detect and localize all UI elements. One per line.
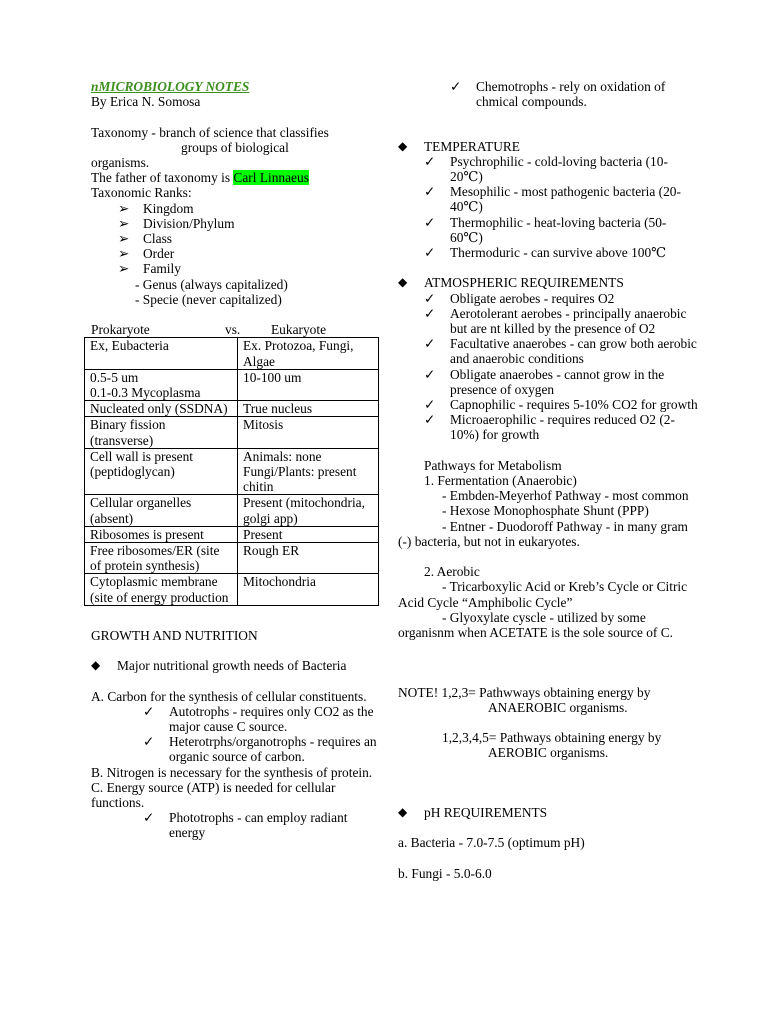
list-item: ✓ Facultative anaerobes - can grow both aerobic and anaerobic conditions: [424, 336, 697, 367]
prokaryote-cell: Nucleated only (SSDNA): [85, 401, 238, 417]
checkmark-icon: ✓: [424, 290, 436, 306]
diamond-icon: ◆: [398, 138, 408, 153]
list-item: ✓ Autotrophs - requires only CO2 as the major cause C source.: [143, 703, 374, 735]
checkmark-icon: ✓: [424, 397, 436, 413]
arrow-bullet-icon: ➢: [118, 246, 130, 262]
list-item: ✓ Chemotrophs - rely on oxidation of chmical compounds.: [450, 79, 666, 110]
table-row: [85, 338, 379, 369]
eukaryote-cell: Mitochondria: [238, 574, 379, 605]
carbon-list: [91, 704, 381, 765]
fermentation-line: 1. Fermentation (Anaerobic): [424, 473, 577, 489]
arrow-bullet-icon: ➢: [118, 215, 130, 231]
genus-note: - Genus (always capitalized): [135, 276, 288, 292]
ph-bacteria: a. Bacteria - 7.0-7.5 (optimum pH): [398, 835, 585, 851]
checkmark-icon: ✓: [143, 810, 155, 826]
list-item: ➢ Division/Phylum: [118, 215, 235, 231]
list-item: ✓ Microaerophilic - requires reduced O2 (2-10%) for growth: [424, 412, 675, 443]
eukaryote-cell: Present (mitochondria, golgi app): [238, 495, 379, 526]
checkmark-icon: ✓: [143, 703, 155, 719]
checkmark-icon: ✓: [424, 153, 436, 169]
ranks-list: [91, 201, 381, 277]
taxonomy-definition-cont: groups of biological: [181, 139, 289, 155]
diamond-icon: ◆: [91, 658, 101, 673]
table-row: [85, 448, 379, 495]
checkmark-icon: ✓: [424, 336, 436, 352]
nitrogen-line: B. Nitrogen is necessary for the synthesis of protein.: [91, 764, 373, 780]
note-anaerobic: NOTE! 1,2,3= Pathwways obtaining energy by: [398, 684, 651, 700]
list-item: ➢ Order: [118, 246, 175, 262]
eukaryote-cell: Ex. Protozoa, Fungi, Algae: [238, 338, 379, 369]
prokaryote-cell: Ribosomes is present: [85, 526, 238, 542]
father-of-taxonomy: The father of taxonomy is Carl Linnaeus: [91, 170, 309, 186]
checkmark-icon: ✓: [424, 214, 436, 230]
eukaryote-label: Eukaryote: [271, 322, 327, 338]
ph-heading: ◆ pH REQUIREMENTS: [398, 805, 548, 820]
chemotrophs-list: [398, 79, 698, 109]
highlighted-name: Carl Linnaeus: [233, 170, 309, 186]
energy-line: C. Energy source (ATP) is needed for cellular functions.: [91, 779, 336, 811]
list-item: ✓ Obligate anaerobes - cannot grow in the presence of oxygen: [424, 366, 665, 397]
eukaryote-cell: True nucleus: [238, 401, 379, 417]
arrow-bullet-icon: ➢: [118, 261, 130, 277]
list-item: ➢ Family: [118, 261, 181, 277]
note-aerobic: 1,2,3,4,5= Pathways obtaining energy by: [442, 730, 662, 746]
comparison-table: [84, 337, 379, 605]
taxonomy-definition-end: organisms.: [91, 155, 150, 170]
arrow-bullet-icon: ➢: [118, 200, 130, 216]
list-item: ✓ Mesophilic - most pathogenic bacteria (20-40℃): [424, 184, 681, 215]
eukaryote-cell: 10-100 um: [238, 369, 379, 400]
note-aerobic-cont: AEROBIC organisms.: [488, 745, 609, 761]
checkmark-icon: ✓: [424, 412, 436, 428]
document-title: nMICROBIOLOGY NOTES: [91, 79, 250, 94]
prokaryote-cell: Cell wall is present (peptidoglycan): [85, 448, 238, 495]
table-row: [85, 574, 379, 605]
prokaryote-cell: 0.5-5 um 0.1-0.3 Mycoplasma: [85, 369, 238, 400]
prokaryote-cell: Ex, Eubacteria: [85, 338, 238, 369]
embden-line: - Embden-Meyerhof Pathway - most common: [442, 488, 689, 504]
prokaryote-cell: Free ribosomes/ER (site of protein synthesis): [85, 543, 238, 574]
list-item: ✓ Thermophilic - heat-loving bacteria (50-60℃): [424, 214, 667, 245]
comparison-header: [91, 322, 381, 337]
prokaryote-label: Prokaryote: [91, 322, 150, 338]
energy-list: [91, 810, 381, 840]
table-row: [85, 495, 379, 526]
hexose-line: - Hexose Monophosphate Shunt (PPP): [442, 503, 649, 519]
list-item: ✓ Obligate aerobes - requires O2: [424, 290, 615, 306]
entner-line: - Entner - Duodoroff Pathway - in many gram (-) bacteria, but not in eukaryotes.: [398, 518, 688, 549]
table-row: [85, 526, 379, 542]
atmospheric-heading: ◆ ATMOSPHERIC REQUIREMENTS: [398, 275, 624, 291]
list-item: ➢ Kingdom: [118, 200, 194, 216]
checkmark-icon: ✓: [424, 366, 436, 382]
diamond-icon: ◆: [398, 275, 408, 290]
list-item: ✓ Capnophilic - requires 5-10% CO2 for growth: [424, 397, 698, 413]
specie-note: - Specie (never capitalized): [135, 291, 282, 307]
glyoxylate-line: - Glyoxylate cyscle - utilized by some organisnm when ACETATE is the sole source of C.: [398, 609, 674, 641]
table-row: [85, 417, 379, 448]
eukaryote-cell: Mitosis: [238, 417, 379, 448]
checkmark-icon: ✓: [424, 245, 436, 261]
vs-label: vs.: [225, 322, 241, 338]
checkmark-icon: ✓: [424, 305, 436, 321]
diamond-icon: ◆: [398, 805, 408, 819]
temperature-heading: ◆ TEMPERATURE: [398, 138, 520, 154]
list-item: ➢ Class: [118, 231, 173, 247]
table-row: [85, 369, 379, 400]
ph-fungi: b. Fungi - 5.0-6.0: [398, 865, 492, 881]
eukaryote-cell: Present: [238, 526, 379, 542]
note-anaerobic-cont: ANAEROBIC organisms.: [488, 699, 628, 715]
table-row: [85, 401, 379, 417]
prokaryote-cell: Cellular organelles (absent): [85, 495, 238, 526]
aerobic-line: 2. Aerobic: [424, 564, 480, 580]
table-row: [85, 543, 379, 574]
list-item: ✓ Heterotrphs/organotrophs - requires an organic source of carbon.: [143, 734, 377, 765]
tca-line: - Tricarboxylic Acid or Kreb’s Cycle or Citric Acid Cycle “Amphibolic Cycle”: [398, 579, 688, 610]
pathways-heading: Pathways for Metabolism: [424, 457, 562, 473]
list-item: ✓ Aerotolerant aerobes - principally anaerobic but are nt killed by the presence of O2: [424, 305, 687, 337]
arrow-bullet-icon: ➢: [118, 231, 130, 247]
carbon-line: A. Carbon for the synthesis of cellular constituents.: [91, 688, 367, 704]
prokaryote-cell: Cytoplasmic membrane (site of energy production: [85, 574, 238, 605]
list-item: ✓ Psychrophilic - cold-loving bacteria (10-20℃): [424, 153, 668, 184]
checkmark-icon: ✓: [450, 79, 462, 94]
major-needs-item: ◆ Major nutritional growth needs of Bacteria: [91, 658, 347, 674]
atmospheric-list: [398, 291, 698, 443]
ranks-heading: Taxonomic Ranks:: [91, 185, 192, 201]
left-column: [91, 79, 381, 841]
list-item: ✓ Phototrophs - can employ radiant energy: [143, 810, 348, 841]
checkmark-icon: ✓: [424, 184, 436, 200]
right-column: [398, 79, 698, 881]
eukaryote-cell: Animals: none Fungi/Plants: present chitin: [238, 448, 379, 495]
eukaryote-cell: Rough ER: [238, 543, 379, 574]
taxonomy-definition: Taxonomy - branch of science that classifies: [91, 124, 329, 140]
prokaryote-cell: Binary fission (transverse): [85, 417, 238, 448]
author-line: By Erica N. Somosa: [91, 94, 201, 110]
list-item: ✓ Thermoduric - can survive above 100℃: [424, 245, 667, 261]
checkmark-icon: ✓: [143, 734, 155, 750]
growth-heading: GROWTH AND NUTRITION: [91, 627, 258, 643]
temperature-list: [398, 154, 698, 260]
